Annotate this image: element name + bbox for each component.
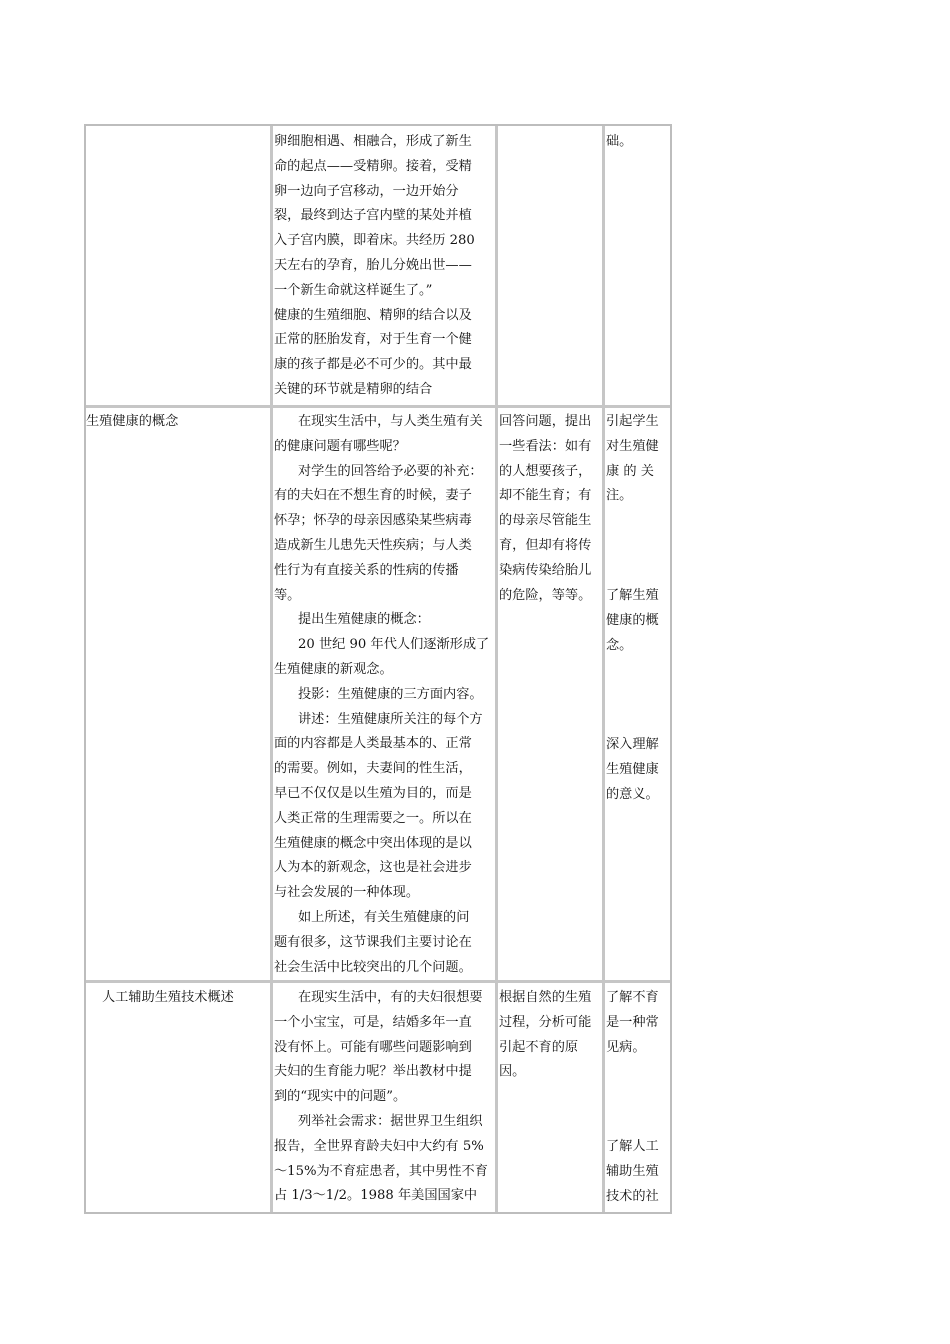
- text-line: 命的起点——受精卵。接着，受精: [274, 158, 472, 174]
- text-line: 关键的环节就是精卵的结合: [274, 381, 433, 397]
- text-line: 的意义。: [606, 786, 659, 802]
- text-line: 卵细胞相遇、相融合，形成了新生: [274, 134, 472, 149]
- text-line: 是一种常: [606, 1014, 659, 1030]
- row2-stage-label: [86, 410, 268, 435]
- row2-intent-cell-b: [606, 584, 670, 658]
- text-line: 造成新生儿患先天性疾病；与人类: [274, 537, 472, 553]
- text-line: 一个小宝宝，可是，结婚多年一直: [274, 1014, 472, 1030]
- text-line: 染病传染给胎儿: [499, 562, 592, 578]
- text-line: 辅助生殖: [606, 1163, 659, 1179]
- text-line: 报告，全世界育龄夫妇中大约有 5%: [274, 1138, 484, 1154]
- text-line: 的母亲尽管能生: [499, 513, 592, 529]
- text-line: 正常的胚胎发育，对于生育一个健: [274, 332, 472, 348]
- text-line: 在现实生活中，与人类生殖有关: [298, 414, 483, 429]
- text-line: 占 1/3～1/2。1988 年美国国家中: [274, 1188, 478, 1204]
- text-line: 念。: [606, 637, 633, 653]
- text-line: 健康的生殖细胞、精卵的结合以及: [274, 307, 472, 323]
- text-line: 与社会发展的一种体现。: [274, 885, 420, 901]
- text-line: 生殖健康的概念中突出体现的是以: [274, 835, 472, 851]
- text-line: 因。: [499, 1064, 526, 1080]
- text-line: 投影：生殖健康的三方面内容。: [298, 686, 483, 702]
- text-line: 却不能生育；有: [499, 488, 592, 504]
- text-line: 的人想要孩子，: [499, 463, 592, 479]
- text-line: 康 的 关: [606, 463, 654, 479]
- row3-teacher-cell: [274, 986, 496, 1209]
- text-line: 深入理解: [606, 737, 659, 752]
- text-line: 到的“现实中的问题”。: [274, 1089, 407, 1105]
- text-line: 了解不育: [606, 990, 659, 1005]
- row3-stage-label: [102, 986, 268, 1011]
- text-line: 一些看法：如有: [499, 438, 592, 454]
- lesson-plan-table: [84, 124, 672, 1214]
- row2-intent-cell-c: [606, 733, 670, 807]
- text-line: 生殖健康的新观念。: [274, 661, 393, 677]
- row-divider: [86, 405, 670, 408]
- row-divider: [86, 980, 670, 983]
- text-line: 引起不育的原: [499, 1039, 579, 1055]
- text-line: 过程，分析可能: [499, 1014, 592, 1030]
- text-line: 夫妇的生育能力呢？举出教材中提: [274, 1064, 472, 1080]
- text-line: 入子宫内膜，即着床。共经历 280: [274, 233, 475, 249]
- text-line: 怀孕；怀孕的母亲因感染某些病毒: [274, 513, 472, 529]
- text-line: 讲述：生殖健康所关注的每个方: [298, 711, 483, 727]
- text-line: 育，但却有将传: [499, 537, 592, 553]
- text-line: 20 世纪 90 年代人们逐渐形成了: [298, 637, 490, 653]
- text-line: 技术的社: [606, 1188, 659, 1204]
- text-line: 性行为有直接关系的性病的传播: [274, 562, 459, 578]
- text-line: 等。: [274, 587, 301, 603]
- text-line: 列举社会需求：据世界卫生组织: [298, 1113, 483, 1129]
- text-line: 社会生活中比较突出的几个问题。: [274, 959, 472, 975]
- text-line: ～15%为不育症患者，其中男性不育: [274, 1163, 488, 1179]
- text-line: 卵一边向子宫移动，一边开始分: [274, 183, 459, 199]
- stage-title: 生殖健康的概念: [86, 414, 179, 429]
- text-line: 人类正常的生理需要之一。所以在: [274, 810, 472, 826]
- text-line: 早已不仅仅是以生殖为目的，而是: [274, 785, 472, 801]
- text-line: 对学生的回答给予必要的补充：: [298, 463, 483, 479]
- text-line: 根据自然的生殖: [499, 990, 592, 1005]
- text-line: 对生殖健: [606, 438, 659, 454]
- text-line: 了解生殖: [606, 588, 659, 603]
- text-line: 提出生殖健康的概念：: [298, 612, 430, 628]
- text-line: 在现实生活中，有的夫妇很想要: [298, 990, 483, 1005]
- text-line: 注。: [606, 488, 633, 504]
- text-line: 的需要。例如，夫妻间的性生活，: [274, 761, 472, 777]
- row3-student-cell: [499, 986, 603, 1085]
- text-line: 了解人工: [606, 1139, 659, 1154]
- text-line: 础。: [606, 134, 633, 149]
- row2-student-cell: [499, 410, 603, 608]
- text-line: 天左右的孕育，胎儿分娩出世——: [274, 257, 472, 273]
- row3-intent-cell-b: [606, 1135, 670, 1209]
- text-line: 人为本的新观念，这也是社会进步: [274, 860, 472, 876]
- text-line: 一个新生命就这样诞生了。”: [274, 282, 433, 298]
- text-line: 有的夫妇在不想生育的时候，妻子: [274, 488, 472, 504]
- text-line: 健康的概: [606, 612, 659, 628]
- text-line: 题有很多，这节课我们主要讨论在: [274, 934, 472, 950]
- text-line: 的危险，等等。: [499, 587, 592, 603]
- text-line: 的健康问题有哪些呢？: [274, 438, 406, 454]
- text-line: 如上所述，有关生殖健康的问: [298, 909, 470, 925]
- row3-intent-cell-a: [606, 986, 670, 1060]
- text-line: 没有怀上。可能有哪些问题影响到: [274, 1039, 472, 1055]
- row2-intent-cell-a: [606, 410, 670, 509]
- text-line: 康的孩子都是必不可少的。其中最: [274, 357, 472, 373]
- row2-teacher-cell: [274, 410, 496, 980]
- row1-intent-cell: [606, 130, 670, 155]
- stage-title: 人工辅助生殖技术概述: [102, 990, 234, 1005]
- text-line: 见病。: [606, 1039, 646, 1055]
- column-divider: [270, 126, 273, 1212]
- text-line: 生殖健康: [606, 761, 659, 777]
- text-line: 面的内容都是人类最基本的、正常: [274, 736, 472, 752]
- text-line: 裂，最终到达子宫内壁的某处并植: [274, 208, 472, 224]
- row1-teacher-cell: [274, 130, 496, 403]
- text-line: 引起学生: [606, 414, 659, 429]
- text-line: 回答问题，提出: [499, 414, 592, 429]
